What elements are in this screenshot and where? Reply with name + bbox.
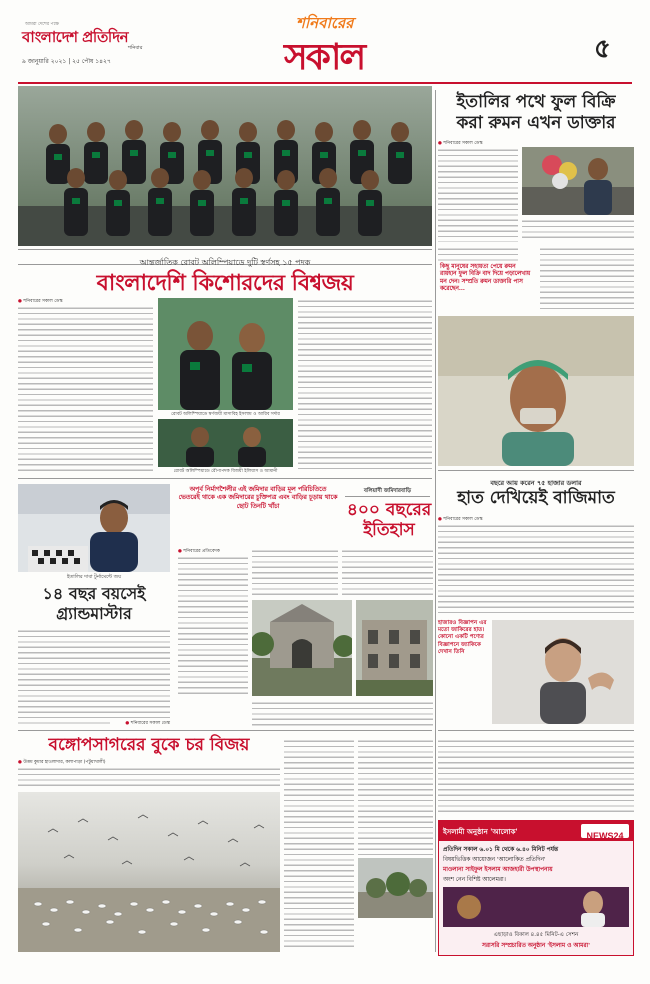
masthead-rule [18,82,632,84]
earn-pull-quote: হাজারও বিজ্ঞাপন এর মতো জাকিরের হাত। কোনো একটি পণ্যের বিজ্ঞাপনে জ্যাকিকে দেখান তিনি [438,620,487,655]
earn-bottom-rule [438,730,634,731]
chess-bottom-rule [18,730,432,731]
weekday: শনিবার [128,45,143,51]
ad-line-6: এছাড়াও বিকাল ৪.৪৫ মিনিট-এ সেশন [493,932,579,938]
history-body-col2 [252,548,338,596]
page-number: ৫ [594,34,611,64]
chess-byline-text: শনিবারের সকাল ডেস্ক [130,721,170,726]
masthead [0,0,650,86]
byline-bullet-icon: ● [438,141,442,146]
earn-body-col1 [438,523,634,615]
doctor-body-col1 [438,147,518,242]
robot-headline: বাংলাদেশি কিশোরদের বিশ্বজয় [96,270,354,296]
robot-strap [18,249,432,265]
history-headline [345,500,433,540]
history-headline-line1: ৪০০ বছরের [346,500,432,520]
news24-ad[interactable] [438,820,634,956]
doctor-headline [438,92,634,134]
byline-bullet-icon: ● [178,549,182,554]
history-quote: অপূর্ব নির্মাণশৈলীর এই জমিদার বাড়ির মূল পরিচিতিতে ভেতরেই থাকে এক জমিদারের চুক্তিপত্র এবং বাড়ির চূড়ায় থাকে ছোট তিনটি খাঁচা [178,486,338,510]
doctor-byline [438,140,538,147]
chess-headline-line1: ১৪ বছর বয়সেই [42,584,146,603]
robot-photo-gold [158,298,293,410]
robot-body-col3 [298,298,432,470]
news24-logo [581,824,629,841]
byline-bullet-icon: ● [125,721,130,726]
doctor-body-col2 [522,218,634,242]
history-body-col4 [252,700,433,728]
bay-body-lead [18,766,280,788]
issue-date: ৯ জানুয়ারি ২০২১ | ২৫ পৌষ ১৪২৭ [22,58,111,65]
history-body-col1 [178,555,248,695]
doctor-photo-flowers [522,147,634,215]
ad-line-1: ইসলামী অনুষ্ঠান 'আলোক' [443,827,518,836]
bay-body-col4 [438,738,634,816]
column-divider [435,90,436,952]
robot-team-photo [18,86,432,246]
earn-byline [438,516,558,523]
doctor-body-col4 [540,246,634,310]
history-body-col3 [342,548,433,596]
ad-line-7: সরাসরি সম্প্রচারিত অনুষ্ঠান 'ইসলাম ও আমরা' [482,943,590,949]
history-byline-text: শনিবারের প্রতিবেদক [183,549,220,554]
supplement-logo-main: সকাল [284,36,365,78]
paper-tagline: আমরা দেশের পক্ষে [25,22,60,27]
earn-headline: হাত দেখিয়েই বাজিমাত [457,488,615,508]
history-headline-line2: ইতিহাস [363,520,415,540]
chess-caption: ইতালির দাবা টুর্নামেন্টে জয় [66,574,122,580]
bay-body-col3 [358,738,433,856]
history-photo-building [356,600,433,696]
bay-body-col2 [284,738,354,948]
ad-line-2: প্রতিদিন সকাল ৬.০১ মি থেকে ৬.৪০ মিনিট পর্যন্ত [443,847,558,853]
earn-byline-text: শনিবারের সকাল ডেস্ক [443,517,483,522]
bay-photo-birds [18,792,280,952]
byline-bullet-icon: ● [18,299,22,304]
ad-line-4: মাওলানা সাইফুল ইসলাম আজহারী উপস্থাপনায় [443,867,553,873]
paper-name: বাংলাদেশ প্রতিদিন [22,28,129,46]
bay-photo-island [358,858,433,918]
chess-headline [18,584,170,624]
news24-logo-text: NEWS24 [586,831,624,841]
chess-headline-line2: গ্র্যান্ডমাস্টার [56,604,132,623]
supplement-logo-top: শনিবারের [296,14,354,32]
robot-strap-text: আন্তর্জাতিক রোবট অলিম্পিয়াডে দুটি স্বর্ণসহ ১৫ পদক [139,258,311,267]
chess-byline [110,720,170,727]
bay-byline [18,759,280,766]
doctor-photo-portrait [438,316,634,466]
ad-presenter-photo [443,887,629,927]
robot-byline [18,298,138,305]
bay-byline-text: উত্তম কুমার হাওলাদার, কলাপাড়া (পটুয়াখালী) [23,760,106,765]
ad-header [439,821,633,841]
ad-line-3: বিষয়ভিত্তিক আয়োজন 'আলোকিত প্রতিদিন' [443,857,546,863]
supplement-logo [274,12,414,78]
robot-caption-top: রোবট অলিম্পিয়াডে স্বর্ণজয়ী মাসাবিহ ইসলাম ও আরিব সর্দার [171,412,280,417]
ad-line-5: অংশ নেন বিশিষ্ট আলেমরা। [443,877,506,883]
robot-body-col1 [18,305,153,471]
doctor-byline-text: শনিবারের সকাল ডেস্ক [443,141,483,146]
bay-headline: বঙ্গোপসাগরের বুকে চর বিজয় [48,735,250,755]
byline-bullet-icon: ● [438,517,442,522]
doctor-headline-line1: ইতালির পথে ফুল বিক্রি [456,92,616,112]
chess-body [18,628,170,726]
byline-bullet-icon: ● [18,760,22,765]
robot-photo-silver [158,419,293,467]
robot-caption-bottom: রোবট অলিম্পিয়াডে রৌপ্যপদক বিজয়ী ইলিয়াস ও আমানী [173,469,278,474]
chess-photo [18,484,170,572]
doctor-headline-line2: করা রুমন এখন ডাক্তার [456,113,616,133]
earn-kicker: বছরে আয় করেন ৭৫ হাজার ডলার [490,479,582,487]
history-kicker: বলিয়াদী জমিদারবাড়ি [345,488,430,497]
earn-photo-hand [492,620,634,724]
doctor-bottom-rule [438,470,634,471]
doctor-pull-quote: কিছু মানুষের সহায়তা পেয়ে রুমন রায়হান ফুল বিক্রি বাদ দিয়ে পড়ালেখায় মন দেন। সম্প্রতি রুমন ডাক্তারি পাস করেছেন... [438,262,534,296]
robot-bottom-rule [18,478,432,479]
robot-byline-text: শনিবারের সকাল ডেস্ক [23,299,63,304]
history-photo-gate [252,600,352,696]
